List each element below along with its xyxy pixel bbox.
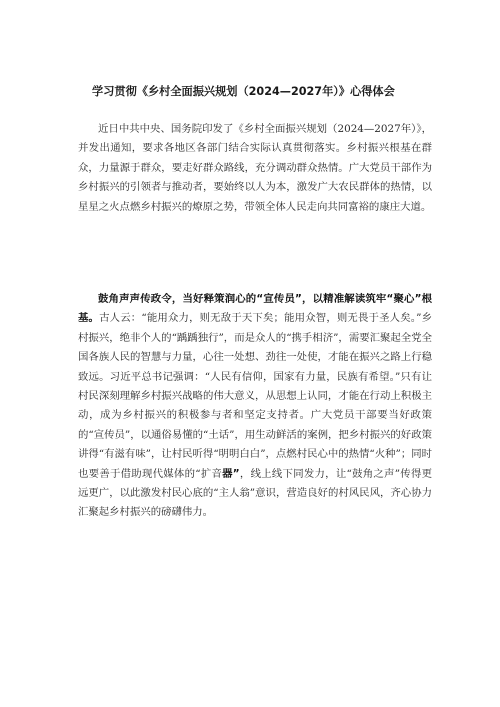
document-title: 学习贯彻《乡村全面振兴规划（2024—2027年）》心得体会	[92, 85, 395, 98]
paragraph-section-1	[78, 290, 432, 523]
section-body-text-continued: ，线上线下同发力，让“鼓角之声”传得更远更广，以此激发村民心底的“主人翁”意识，营造良好的村风民风，齐心协力汇聚起乡村振兴的磅礴伟力。	[78, 467, 432, 519]
section-heading-lead: 鼓角声声传政令，当好释策润心的“宣传员”，以精准解读筑牢“聚心”根基。	[78, 293, 432, 325]
section-body-bold: 器”	[222, 467, 240, 480]
section-body-text: 古人云：“能用众力，则无敌于天下矣；能用众智，则无畏于圣人矣。”乡村振兴，绝非个人的“踽踽独行”，而是众人的“携手相济”，需要汇聚起全党全国各族人民的智慧与力量，心往一处想、劲往一处使，才能在振兴之路上行稳致远。习近平总书记强调：“人民有信仰，国家有力量，民族有希望。”只有让村民深刻理解乡村振兴战略的伟大意义，从思想上认同，才能在行动上积极主动，成为乡村振兴的积极参与者和坚定支持者。广大党员干部要当好政策的“宣传员”，以通俗易懂的“土话”，用生动鲜活的案例，把乡村振兴的好政策讲得“有滋有味”，让村民听得“明明白白”，点燃村民心中的热情“火种”；同时也要善于借助现代媒体的“扩音	[78, 312, 433, 480]
paragraph-intro: 近日中共中央、国务院印发了《乡村全面振兴规划（2024—2027年）》，并发出通知，要求各地区各部门结合实际认真贯彻落实。乡村振兴根基在群众，力量源于群众，要走好群众路线，充分调动群众热情。广大党员干部作为乡村振兴的引领者与推动者，要始终以人为本，激发广大农民群体的热情，以星星之火点燃乡村振兴的燎原之势，带领全体人民走向共同富裕的康庄大道。	[78, 123, 432, 213]
